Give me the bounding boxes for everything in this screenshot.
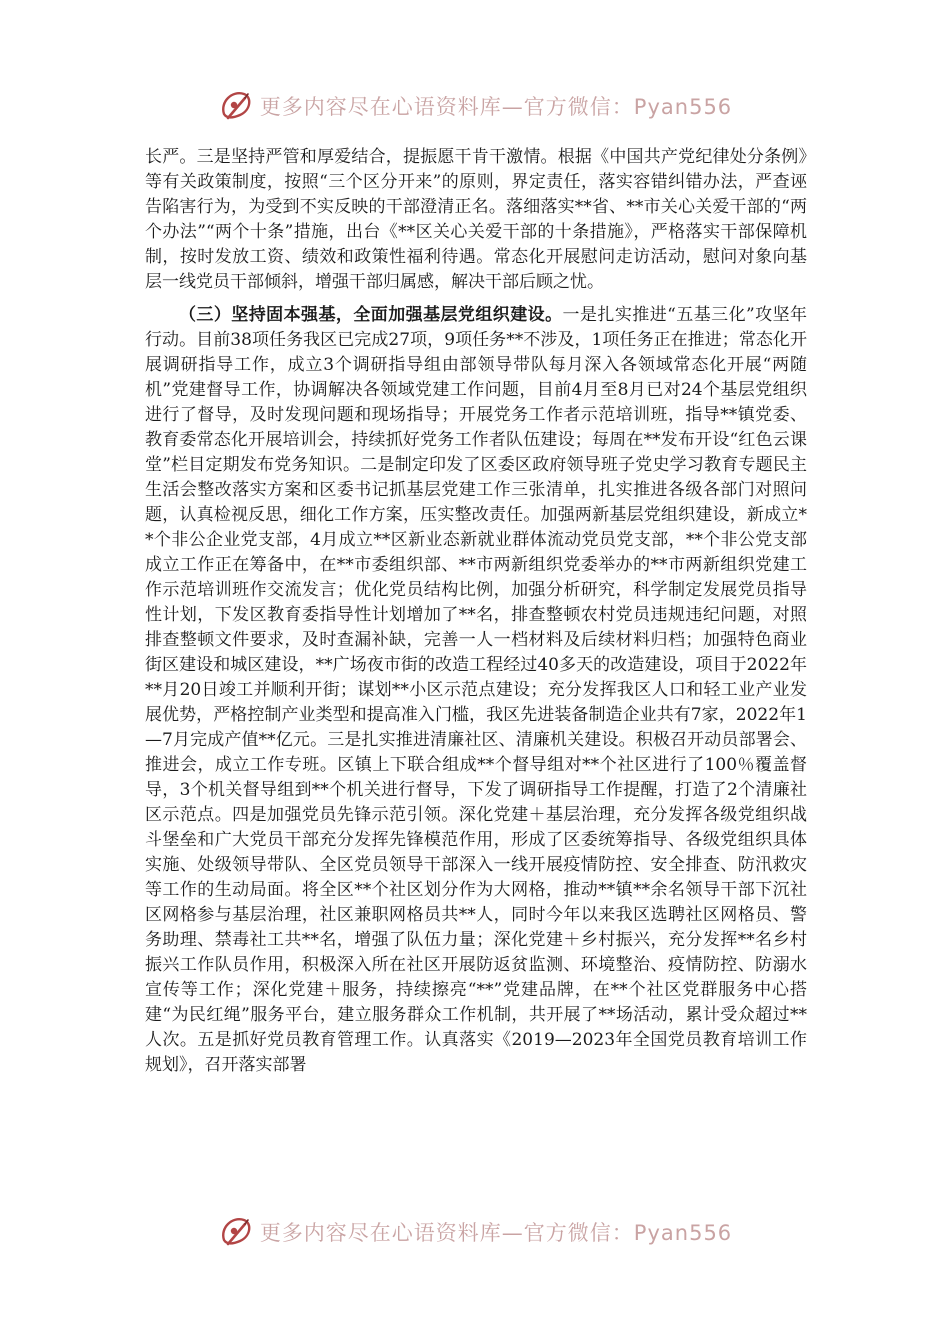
section-heading: （三）坚持固本强基，全面加强基层党组织建设。 xyxy=(179,305,563,325)
paragraph-section-three xyxy=(145,303,807,1078)
section-body: 一是扎实推进“五基三化”攻坚年行动。目前38项任务我区已完成27项，9项任务**不涉及，1项任务正在推进；常态化开展调研指导工作，成立3个调研指导组由部领导带队每月深入各领域常态化开展“两随机”党建督导工作，协调解决各领域党建工作问题，目前4月至8月已对24个基层党组织进行了督导，及时发现问题和现场指导；开展党务工作者示范培训班，指导**镇党委、教育委常态化开展培训会，持续抓好党务工作者队伍建设；每周在**发布开设“红色云课堂”栏目定期发布党务知识。二是制定印发了区委区政府领导班子党史学习教育专题民主生活会整改落实方案和区委书记抓基层党建工作三张清单，扎实推进各级各部门对照问题，认真检视反思，细化工作方案，压实整改责任。加强两新基层党组织建设，新成立**个非公企业党支部，4月成立**区新业态新就业群体流动党员党支部，**个非公党支部成立工作正在筹备中，在**市委组织部、**市两新组织党委举办的**市两新组织党建工作示范培训班作交流发言；优化党员结构比例，加强分析研究，科学制定发展党员指导性计划，下发区教育委指导性计划增加了**名，排查整顿农村党员违规违纪问题，对照排查整顿文件要求，及时查漏补缺，完善一人一档材料及后续材料归档；加强特色商业街区建设和城区建设，**广场夜市街的改造工程经过40多天的改造建设，项目于2022年**月20日竣工并顺利开街；谋划**小区示范点建设；充分发挥我区人口和轻工业产业发展优势，严格控制产业类型和提高准入门槛，我区先进装备制造企业共有7家，2022年1—7月完成产值**亿元。三是扎实推进清廉社区、清廉机关建设。积极召开动员部署会、推进会，成立工作专班。区镇上下联合组成**个督导组对**个社区进行了100％覆盖督导，3个机关督导组到**个机关进行督导，下发了调研指导工作提醒，打造了2个清廉社区示范点。四是加强党员先锋示范引领。深化党建＋基层治理，充分发挥各级党组织战斗堡垒和广大党员干部充分发挥先锋模范作用，形成了区委统筹指导、各级党组织具体实施、处级领导带队、全区党员领导干部深入一线开展疫情防控、安全排查、防汛救灾等工作的生动局面。将全区**个社区划分作为大网格，推动**镇**余名领导干部下沉社区网格参与基层治理，社区兼职网格员共**人，同时今年以来我区选聘社区网格员、警务助理、禁毒社工共**名，增强了队伍力量；深化党建＋乡村振兴，充分发挥**名乡村振兴工作队员作用，积极深入所在社区开展防返贫监测、环境整治、疫情防控、防溺水宣传等工作；深化党建＋服务，持续擦亮“**”党建品牌，在**个社区党群服务中心搭建“为民红绳”服务平台，建立服务群众工作机制，共开展了**场活动，累计受众超过**人次。五是抓好党员教育管理工作。认真落实《2019—2023年全国党员教育培训工作规划》，召开落实部署 xyxy=(145,305,807,1075)
paragraph: 长严。三是坚持严管和厚爱结合，提振愿干肯干激情。根据《中国共产党纪律处分条例》等有关政策制度，按照“三个区分开来”的原则，界定责任，落实容错纠错办法，严查诬告陷害行为，为受到不实反映的干部澄清正名。落细落实**省、**市关心关爱干部的“两个办法”“两个十条”措施，出台《**区关心关爱干部的十条措施》，严格落实干部保障机制，按时发放工资、绩效和政策性福利待遇。常态化开展慰问走访活动，慰问对象向基层一线党员干部倾斜，增强干部归属感，解决干部后顾之忧。 xyxy=(145,147,807,292)
footer-banner-text: 更多内容尽在心语资料库—官方微信：Pyan556 xyxy=(259,1221,733,1245)
logo-icon xyxy=(218,1214,254,1250)
footer-banner xyxy=(0,1212,950,1252)
header-banner xyxy=(0,86,950,126)
header-banner-text: 更多内容尽在心语资料库—官方微信：Pyan556 xyxy=(259,95,733,119)
document-body xyxy=(145,145,807,1078)
logo-icon xyxy=(218,88,254,124)
